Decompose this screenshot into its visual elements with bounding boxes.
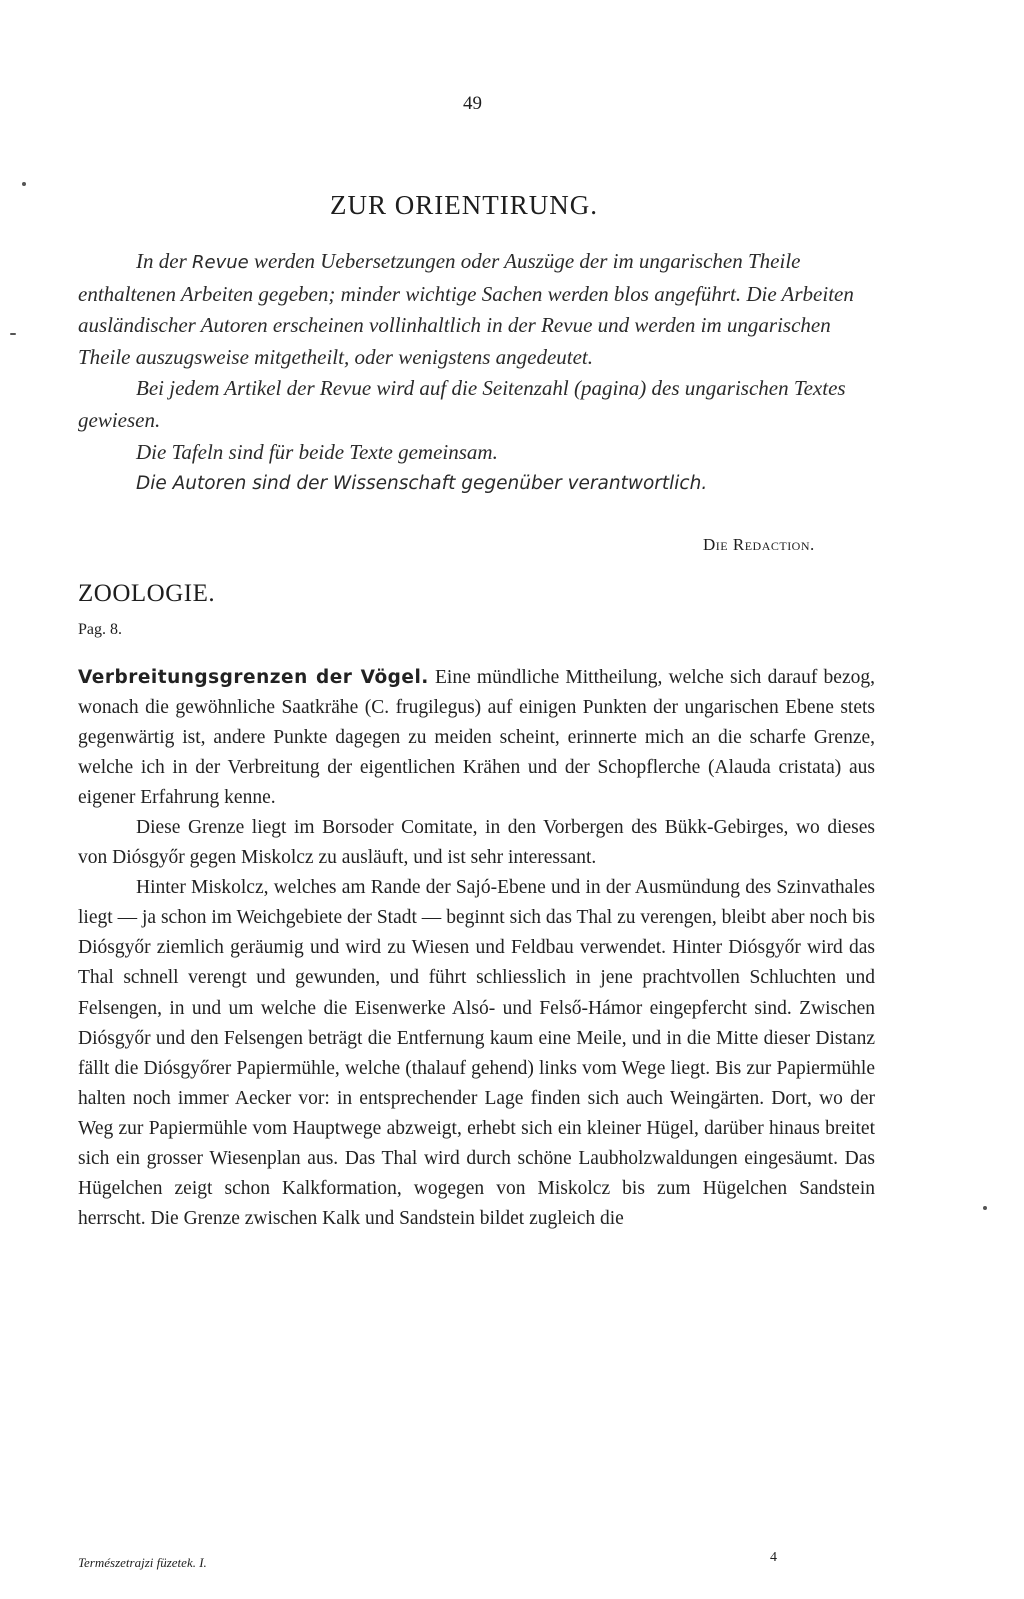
signature: Die Redaction. xyxy=(703,535,815,554)
article-paragraph-2: Diese Grenze liegt im Borsoder Comitate, in den Vorbergen des Bükk-Gebirges, wo dieses von Diósgyőr gegen Miskolcz zu ausläuft, und ist sehr interessant. xyxy=(78,817,875,869)
intro-paragraph-2: Bei jedem Artikel der Revue wird auf die Seitenzahl (pagina) des ungarischen Textes gewiesen. xyxy=(78,376,846,432)
page-number: 49 xyxy=(463,93,482,114)
page-reference: Pag. 8. xyxy=(78,621,122,638)
article-paragraph-3: Hinter Miskolcz, welches am Rande der Sajó-Ebene und in der Ausmündung des Szinvathales liegt — ja schon im Weichgebiete der Stadt — beginnt sich das Thal zu verengen, bleibt aber noch bis Diósgyőr ziemlich geräumig und wird zu Wiesen und Feldbau verwendet. Hinter Diósgyőr wird das Thal schnell verengt und gewunden, und führt schliesslich in jene prachtvollen Schluchten und Felsengen, in und um welche die Eisenwerke Alsó- und Felső-Hámor eingepfercht sind. Zwischen Diósgyőr und den Felsengen beträgt die Entfernung kaum eine Meile, und in die Mitte dieser Distanz fällt die Diósgyőrer Papiermühle, welche (thalauf gehend) links vom Wege liegt. Bis zur Papiermühle halten noch immer Aecker vor: in entsprechender Lage finden sich auch Weingärten. Dort, wo der Weg zur Papiermühle vom Hauptwege abzweigt, erhebt sich ein kleiner Hügel, darüber hinaus breitet sich ein grosser Wiesenplan aus. Das Thal wird durch schöne Laubholzwaldungen eingesäumt. Das Hügelchen zeigt schon Kalkformation, wogegen von Miskolcz bis zum Hügelchen Sandstein herrscht. Die Grenze zwischen Kalk und Sandstein bildet zugleich die xyxy=(78,877,875,1229)
article-paragraph-1 xyxy=(78,663,875,813)
journal-footer: Természetrajzi füzetek. I. xyxy=(78,1555,207,1570)
scan-speck xyxy=(10,333,16,335)
section-title: ZOOLOGIE. xyxy=(78,580,216,607)
intro-revue-word: Revue xyxy=(192,252,249,273)
intro-paragraph-3: Die Tafeln sind für beide Texte gemeinsam. xyxy=(136,439,498,464)
article-body xyxy=(78,663,875,1234)
signature-mark: 4 xyxy=(770,1550,777,1565)
intro-paragraph-4: Die Autoren sind der Wissenschaft gegenüber verantwortlich. xyxy=(136,473,708,495)
article-text: Eine mündliche Mittheilung, welche sich darauf bezog, wonach die gewöhnliche Saatkrähe (C. frugilegus) auf einigen Punkten der ungarischen Ebene stets gegenwärtig ist, andere Punkte dagegen zu meiden scheint, erinnerte mich an die scharfe Grenze, welche ich in der Verbreitung der eigentlichen Krähen und der Schopflerche (Alauda cristata) aus eigener Erfahrung kenne. xyxy=(78,667,875,809)
intro-paragraph-1 xyxy=(78,246,884,373)
intro-text: werden Uebersetzungen oder Auszüge der im ungarischen Theile enthaltenen Arbeiten gegeben; minder wichtige Sachen werden blos angeführt. Die Arbeiten ausländischer Autoren erscheinen vollinhaltlich in der Revue und werden im ungarischen Theile auszugsweise mitgetheilt, oder wenigstens angedeutet. xyxy=(78,249,854,369)
article-heading: Verbreitungsgrenzen der Vögel. xyxy=(78,667,429,688)
scan-speck xyxy=(22,182,26,186)
intro-notice xyxy=(78,246,884,500)
scan-speck xyxy=(983,1206,987,1210)
page-title: ZUR ORIENTIRUNG. xyxy=(330,190,598,220)
intro-text: In der xyxy=(136,249,192,273)
